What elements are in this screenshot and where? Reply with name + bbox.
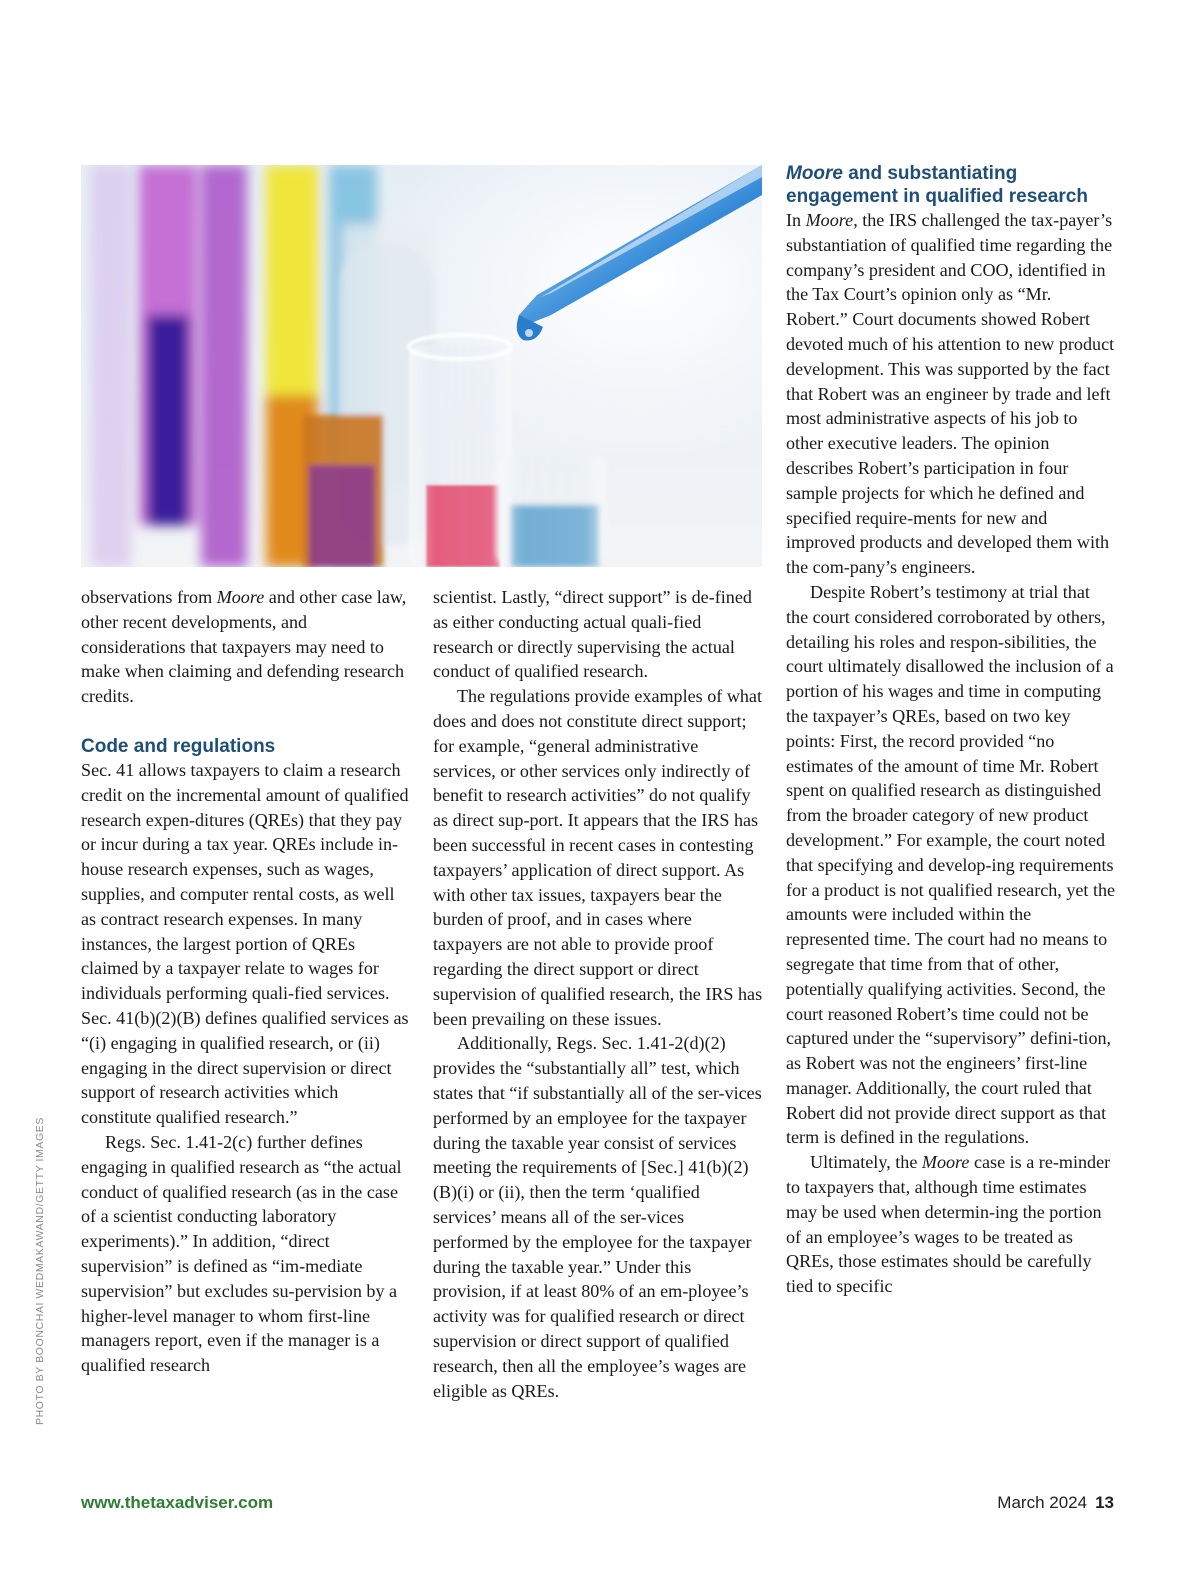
column-1 bbox=[81, 585, 411, 1378]
page-number: 13 bbox=[1095, 1493, 1114, 1512]
section-heading: Moore and substantiating engagement in qualified research bbox=[786, 163, 1088, 207]
issue-date: March 2024 13 bbox=[997, 1493, 1114, 1512]
photo-credit: PHOTO BY BOONCHAI WEDMAKAWAND/GETTY IMAGES bbox=[34, 1117, 46, 1425]
test-tubes-photo bbox=[81, 165, 762, 567]
paragraph: Sec. 41 allows taxpayers to claim a research credit on the incremental amount of qualified research expen-ditures (QREs) that they pay or incur during a tax year. QREs include in-house research expenses, such as wages, supplies, and computer rental costs, as well as contract research expenses. In many instances, the largest portion of QREs claimed by a taxpayer relate to wages for individuals performing quali-fied services. Sec. 41(b)(2)(B) defines qualified services as “(i) engaging in qualified research, or (ii) engaging in the direct supervision or direct support of research activities which constitute qualified research.” bbox=[81, 759, 409, 1128]
intro-paragraph: observations from Moore and other case law, other recent developments, and considerations that taxpayers may need to make when claiming and defending research credits. bbox=[81, 587, 407, 707]
paragraph: Despite Robert’s testimony at trial that the court considered corroborated by others, detailing his roles and respon-sibilities, the court ultimately disallowed the inclusion of a portion of his wages and time in computing the taxpayer’s QREs, based on two key points: First, the record provided “no estimates of the amount of time Mr. Robert spent on qualified research as distinguished from the broader category of new product development.” For example, the court noted that specifying and develop-ing requirements for a product is not qualified research, yet the amounts were included within the represented time. The court had no means to segregate that time from that of other, potentially qualifying activities. Second, the court reasoned Robert’s time could not be captured under the “supervisory” defini-tion, as Robert was not the engineers’ first-line manager. Additionally, the court ruled that Robert did not provide direct support as that term is defined in the regulations. bbox=[786, 581, 1116, 1148]
section-heading: Code and regulations bbox=[81, 735, 276, 757]
paragraph: Regs. Sec. 1.41-2(c) further defines engaging in qualified research as “the actual conduct of qualified research (as in the case of a scientist conducting laboratory experiments).” In addition, “direct supervision” is defined as “im-mediate supervision” but excludes su-pervision by a higher-level manager to whom first-line managers report, even if the manager is a qualified research bbox=[81, 1131, 402, 1376]
paragraph: scientist. Lastly, “direct support” is de-fined as either conducting actual quali-fied research or directly supervising the actual conduct of qualified research. bbox=[433, 587, 752, 682]
column-2 bbox=[433, 585, 763, 1403]
website-link[interactable]: www.thetaxadviser.com bbox=[81, 1493, 274, 1512]
paragraph: Additionally, Regs. Sec. 1.41-2(d)(2) provides the “substantially all” test, which states that “if substantially all of the ser-vices performed by an employee for the taxpayer during the taxable year consist of services meeting the requirements of [Sec.] 41(b)(2)(B)(i) or (ii), then the term ‘qualified services’ means all of the ser-vices performed by the employee for the taxpayer during the taxable year.” Under this provision, if at least 80% of an em-ployee’s activity was for qualified research or direct supervision or direct support of qualified research, then all the employee’s wages are eligible as QREs. bbox=[433, 1033, 762, 1401]
paragraph: The regulations provide examples of what does and does not constitute direct support; for example, “general administrative services, or other services only indirectly of benefit to research activities” do not qualify as direct sup-port. It appears that the IRS has been successful in recent cases in contesting taxpayers’ application of direct support. As with other tax issues, taxpayers bear the burden of proof, and in cases where taxpayers are not able to provide proof regarding the direct support or direct supervision of qualified research, the IRS has been prevailing on these issues. bbox=[433, 686, 763, 1029]
paragraph: In Moore, the IRS challenged the tax-payer’s substantiation of qualified time regarding the company’s president and COO, identified in the Tax Court’s opinion only as “Mr. Robert.” Court documents showed Robert devoted much of his attention to new product development. This was supported by the fact that Robert was an engineer by trade and left most administrative aspects of his job to other executive leaders. The opinion describes Robert’s participation in four sample projects for which he defined and specified require-ments for new and improved products and developed them with the com-pany’s engineers. bbox=[786, 210, 1115, 578]
column-3 bbox=[786, 162, 1116, 1299]
paragraph: Ultimately, the Moore case is a re-minder to taxpayers that, although time estimates may be used when determin-ing the portion of an employee’s wages to be treated as QREs, those estimates should be carefully tied to specific bbox=[786, 1152, 1111, 1297]
